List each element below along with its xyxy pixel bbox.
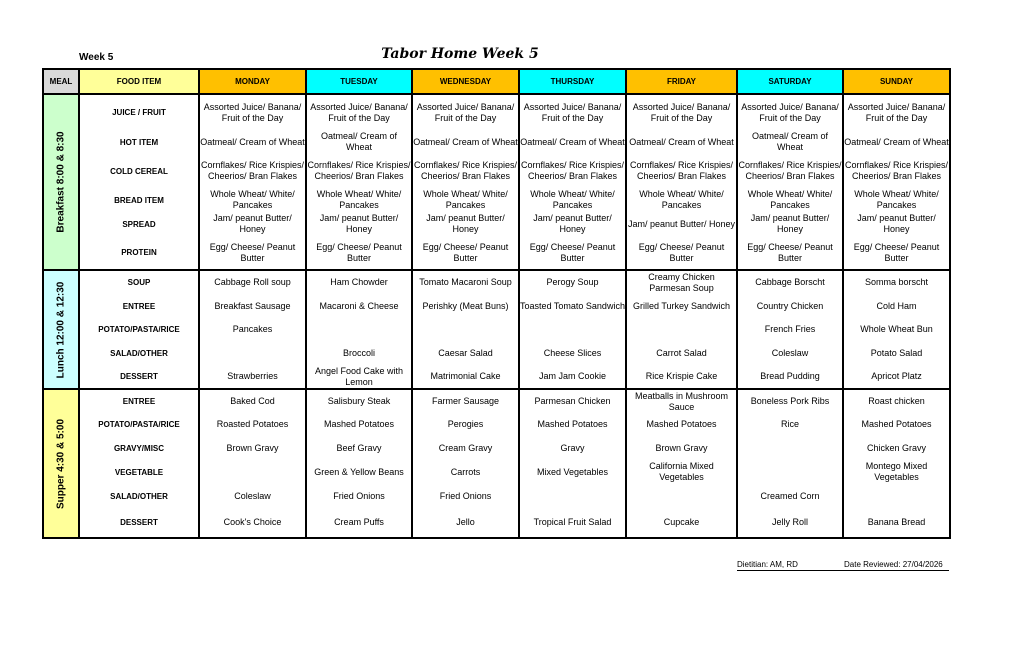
- lunch-meal-label: Lunch 12:00 & 12:30: [55, 281, 67, 378]
- menu-cell-monday: Coleslaw: [199, 484, 306, 508]
- menu-cell-friday: Meatballs in Mushroom Sauce: [626, 389, 737, 413]
- lunch-row: [43, 318, 950, 341]
- menu-cell-tuesday: Ham Chowder: [306, 270, 412, 294]
- menu-cell-monday: Pancakes: [199, 318, 306, 341]
- menu-cell-saturday: Cabbage Borscht: [737, 270, 843, 294]
- menu-cell-saturday: Jam/ peanut Butter/ Honey: [737, 212, 843, 236]
- menu-cell-thursday: Parmesan Chicken: [519, 389, 626, 413]
- menu-cell-friday: Rice Krispie Cake: [626, 365, 737, 389]
- menu-cell-sunday: Whole Wheat/ White/ Pancakes: [843, 188, 950, 212]
- menu-cell-sunday: Apricot Platz: [843, 365, 950, 389]
- menu-cell-saturday: Country Chicken: [737, 294, 843, 318]
- menu-cell-wednesday: Whole Wheat/ White/ Pancakes: [412, 188, 519, 212]
- menu-cell-wednesday: Egg/ Cheese/ Peanut Butter: [412, 236, 519, 270]
- menu-cell-thursday: Assorted Juice/ Banana/ Fruit of the Day: [519, 94, 626, 130]
- supper-row: [43, 436, 950, 460]
- food-item-label: SOUP: [79, 270, 199, 294]
- menu-cell-wednesday: Jello: [412, 508, 519, 538]
- menu-cell-thursday: Mixed Vegetables: [519, 460, 626, 484]
- menu-body: [43, 94, 950, 538]
- food-item-label: SPREAD: [79, 212, 199, 236]
- food-item-label: POTATO/PASTA/RICE: [79, 318, 199, 341]
- menu-cell-monday: Whole Wheat/ White/ Pancakes: [199, 188, 306, 212]
- menu-cell-sunday: Montego Mixed Vegetables: [843, 460, 950, 484]
- supper-row: [43, 508, 950, 538]
- menu-cell-sunday: Potato Salad: [843, 341, 950, 365]
- day-header-saturday: SATURDAY: [737, 69, 843, 94]
- menu-cell-thursday: Cornflakes/ Rice Krispies/ Cheerios/ Bran Flakes: [519, 154, 626, 188]
- breakfast-meal-cell: [43, 94, 79, 270]
- menu-cell-sunday: [843, 484, 950, 508]
- menu-cell-friday: [626, 318, 737, 341]
- menu-cell-thursday: Perogy Soup: [519, 270, 626, 294]
- menu-cell-wednesday: Jam/ peanut Butter/ Honey: [412, 212, 519, 236]
- menu-cell-friday: Assorted Juice/ Banana/ Fruit of the Day: [626, 94, 737, 130]
- menu-cell-monday: Cabbage Roll soup: [199, 270, 306, 294]
- food-item-label: HOT ITEM: [79, 130, 199, 154]
- breakfast-row: [43, 94, 950, 130]
- meal-column-header: MEAL: [43, 69, 79, 94]
- date-reviewed-label: Date Reviewed: 27/04/2026: [844, 560, 943, 569]
- menu-cell-wednesday: Assorted Juice/ Banana/ Fruit of the Day: [412, 94, 519, 130]
- menu-cell-saturday: Rice: [737, 413, 843, 436]
- menu-cell-tuesday: [306, 318, 412, 341]
- menu-cell-thursday: Oatmeal/ Cream of Wheat: [519, 130, 626, 154]
- menu-cell-sunday: Assorted Juice/ Banana/ Fruit of the Day: [843, 94, 950, 130]
- breakfast-row: [43, 212, 950, 236]
- menu-cell-tuesday: Egg/ Cheese/ Peanut Butter: [306, 236, 412, 270]
- menu-cell-saturday: Egg/ Cheese/ Peanut Butter: [737, 236, 843, 270]
- menu-cell-friday: Mashed Potatoes: [626, 413, 737, 436]
- menu-cell-friday: Brown Gravy: [626, 436, 737, 460]
- menu-cell-sunday: Whole Wheat Bun: [843, 318, 950, 341]
- menu-cell-saturday: Oatmeal/ Cream of Wheat: [737, 130, 843, 154]
- breakfast-row: [43, 154, 950, 188]
- day-header-thursday: THURSDAY: [519, 69, 626, 94]
- menu-cell-sunday: Oatmeal/ Cream of Wheat: [843, 130, 950, 154]
- supper-meal-label: Supper 4:30 & 5:00: [55, 418, 67, 509]
- menu-cell-sunday: Chicken Gravy: [843, 436, 950, 460]
- header-row: [43, 69, 950, 94]
- menu-cell-monday: Strawberries: [199, 365, 306, 389]
- menu-cell-saturday: Creamed Corn: [737, 484, 843, 508]
- menu-cell-saturday: Coleslaw: [737, 341, 843, 365]
- menu-cell-thursday: Jam Jam Cookie: [519, 365, 626, 389]
- menu-cell-tuesday: Oatmeal/ Cream of Wheat: [306, 130, 412, 154]
- footer-underline: [737, 570, 949, 571]
- food-item-label: GRAVY/MISC: [79, 436, 199, 460]
- day-header-sunday: SUNDAY: [843, 69, 950, 94]
- menu-cell-saturday: [737, 460, 843, 484]
- menu-cell-tuesday: Jam/ peanut Butter/ Honey: [306, 212, 412, 236]
- day-header-tuesday: TUESDAY: [306, 69, 412, 94]
- food-item-column-header: FOOD ITEM: [79, 69, 199, 94]
- menu-cell-friday: Creamy Chicken Parmesan Soup: [626, 270, 737, 294]
- lunch-row: [43, 341, 950, 365]
- menu-cell-thursday: Egg/ Cheese/ Peanut Butter: [519, 236, 626, 270]
- lunch-row: [43, 270, 950, 294]
- menu-cell-sunday: Cold Ham: [843, 294, 950, 318]
- menu-cell-saturday: French Fries: [737, 318, 843, 341]
- food-item-label: DESSERT: [79, 508, 199, 538]
- day-header-friday: FRIDAY: [626, 69, 737, 94]
- supper-meal-cell: [43, 389, 79, 538]
- menu-cell-wednesday: Perogies: [412, 413, 519, 436]
- week-label: Week 5: [79, 52, 114, 63]
- menu-cell-sunday: Cornflakes/ Rice Krispies/ Cheerios/ Bran Flakes: [843, 154, 950, 188]
- food-item-label: ENTREE: [79, 389, 199, 413]
- menu-cell-wednesday: Cornflakes/ Rice Krispies/ Cheerios/ Bran Flakes: [412, 154, 519, 188]
- breakfast-meal-label: Breakfast 8:00 & 8:30: [55, 131, 67, 233]
- menu-cell-saturday: Jelly Roll: [737, 508, 843, 538]
- food-item-label: POTATO/PASTA/RICE: [79, 413, 199, 436]
- menu-cell-monday: Brown Gravy: [199, 436, 306, 460]
- menu-cell-tuesday: Green & Yellow Beans: [306, 460, 412, 484]
- supper-row: [43, 389, 950, 413]
- menu-cell-monday: Egg/ Cheese/ Peanut Butter: [199, 236, 306, 270]
- menu-table: [42, 68, 951, 539]
- menu-cell-thursday: Cheese Slices: [519, 341, 626, 365]
- menu-cell-tuesday: Cream Puffs: [306, 508, 412, 538]
- menu-cell-sunday: Banana Bread: [843, 508, 950, 538]
- menu-cell-friday: Cupcake: [626, 508, 737, 538]
- food-item-label: ENTREE: [79, 294, 199, 318]
- menu-cell-wednesday: Oatmeal/ Cream of Wheat: [412, 130, 519, 154]
- food-item-label: DESSERT: [79, 365, 199, 389]
- supper-row: [43, 413, 950, 436]
- menu-cell-sunday: Jam/ peanut Butter/ Honey: [843, 212, 950, 236]
- menu-cell-sunday: Roast chicken: [843, 389, 950, 413]
- menu-cell-wednesday: Cream Gravy: [412, 436, 519, 460]
- supper-row: [43, 484, 950, 508]
- menu-cell-wednesday: Tomato Macaroni Soup: [412, 270, 519, 294]
- menu-cell-sunday: Egg/ Cheese/ Peanut Butter: [843, 236, 950, 270]
- menu-cell-saturday: Bread Pudding: [737, 365, 843, 389]
- menu-cell-wednesday: Matrimonial Cake: [412, 365, 519, 389]
- day-header-monday: MONDAY: [199, 69, 306, 94]
- menu-cell-saturday: Boneless Pork Ribs: [737, 389, 843, 413]
- menu-cell-thursday: Toasted Tomato Sandwich: [519, 294, 626, 318]
- menu-cell-tuesday: Mashed Potatoes: [306, 413, 412, 436]
- menu-cell-monday: Roasted Potatoes: [199, 413, 306, 436]
- menu-cell-thursday: Mashed Potatoes: [519, 413, 626, 436]
- menu-cell-tuesday: Assorted Juice/ Banana/ Fruit of the Day: [306, 94, 412, 130]
- menu-cell-monday: [199, 460, 306, 484]
- lunch-row: [43, 294, 950, 318]
- menu-cell-tuesday: Fried Onions: [306, 484, 412, 508]
- menu-cell-thursday: Whole Wheat/ White/ Pancakes: [519, 188, 626, 212]
- menu-cell-monday: Baked Cod: [199, 389, 306, 413]
- menu-cell-monday: Oatmeal/ Cream of Wheat: [199, 130, 306, 154]
- supper-row: [43, 460, 950, 484]
- food-item-label: SALAD/OTHER: [79, 341, 199, 365]
- menu-cell-saturday: Whole Wheat/ White/ Pancakes: [737, 188, 843, 212]
- menu-cell-tuesday: Cornflakes/ Rice Krispies/ Cheerios/ Bran Flakes: [306, 154, 412, 188]
- breakfast-row: [43, 236, 950, 270]
- dietitian-label: Dietitian: AM, RD: [737, 560, 798, 569]
- menu-cell-thursday: Gravy: [519, 436, 626, 460]
- menu-cell-friday: Jam/ peanut Butter/ Honey: [626, 212, 737, 236]
- menu-cell-friday: Whole Wheat/ White/ Pancakes: [626, 188, 737, 212]
- menu-cell-wednesday: Perishky (Meat Buns): [412, 294, 519, 318]
- food-item-label: VEGETABLE: [79, 460, 199, 484]
- breakfast-row: [43, 130, 950, 154]
- menu-cell-saturday: [737, 436, 843, 460]
- menu-cell-tuesday: Salisbury Steak: [306, 389, 412, 413]
- menu-cell-wednesday: Farmer Sausage: [412, 389, 519, 413]
- menu-cell-tuesday: Broccoli: [306, 341, 412, 365]
- menu-cell-thursday: [519, 484, 626, 508]
- menu-cell-monday: Jam/ peanut Butter/ Honey: [199, 212, 306, 236]
- menu-cell-sunday: Somma borscht: [843, 270, 950, 294]
- menu-cell-tuesday: Beef Gravy: [306, 436, 412, 460]
- menu-cell-tuesday: Whole Wheat/ White/ Pancakes: [306, 188, 412, 212]
- menu-cell-wednesday: Caesar Salad: [412, 341, 519, 365]
- menu-cell-thursday: Jam/ peanut Butter/ Honey: [519, 212, 626, 236]
- menu-cell-friday: Cornflakes/ Rice Krispies/ Cheerios/ Bran Flakes: [626, 154, 737, 188]
- day-header-wednesday: WEDNESDAY: [412, 69, 519, 94]
- menu-cell-tuesday: Macaroni & Cheese: [306, 294, 412, 318]
- menu-cell-friday: Oatmeal/ Cream of Wheat: [626, 130, 737, 154]
- lunch-meal-cell: [43, 270, 79, 389]
- lunch-row: [43, 365, 950, 389]
- food-item-label: JUICE / FRUIT: [79, 94, 199, 130]
- menu-cell-friday: Carrot Salad: [626, 341, 737, 365]
- menu-cell-friday: Grilled Turkey Sandwich: [626, 294, 737, 318]
- menu-cell-monday: Breakfast Sausage: [199, 294, 306, 318]
- menu-cell-friday: Egg/ Cheese/ Peanut Butter: [626, 236, 737, 270]
- food-item-label: SALAD/OTHER: [79, 484, 199, 508]
- food-item-label: PROTEIN: [79, 236, 199, 270]
- breakfast-row: [43, 188, 950, 212]
- menu-cell-monday: Cook's Choice: [199, 508, 306, 538]
- menu-cell-wednesday: [412, 318, 519, 341]
- menu-cell-thursday: [519, 318, 626, 341]
- menu-cell-saturday: Cornflakes/ Rice Krispies/ Cheerios/ Bran Flakes: [737, 154, 843, 188]
- menu-cell-tuesday: Angel Food Cake with Lemon: [306, 365, 412, 389]
- menu-cell-wednesday: Carrots: [412, 460, 519, 484]
- menu-cell-sunday: Mashed Potatoes: [843, 413, 950, 436]
- food-item-label: BREAD ITEM: [79, 188, 199, 212]
- menu-cell-thursday: Tropical Fruit Salad: [519, 508, 626, 538]
- menu-cell-saturday: Assorted Juice/ Banana/ Fruit of the Day: [737, 94, 843, 130]
- menu-title: Tabor Home Week 5: [381, 46, 539, 62]
- menu-cell-monday: [199, 341, 306, 365]
- menu-cell-wednesday: Fried Onions: [412, 484, 519, 508]
- menu-cell-monday: Assorted Juice/ Banana/ Fruit of the Day: [199, 94, 306, 130]
- menu-cell-friday: [626, 484, 737, 508]
- menu-cell-friday: California Mixed Vegetables: [626, 460, 737, 484]
- food-item-label: COLD CEREAL: [79, 154, 199, 188]
- menu-cell-monday: Cornflakes/ Rice Krispies/ Cheerios/ Bran Flakes: [199, 154, 306, 188]
